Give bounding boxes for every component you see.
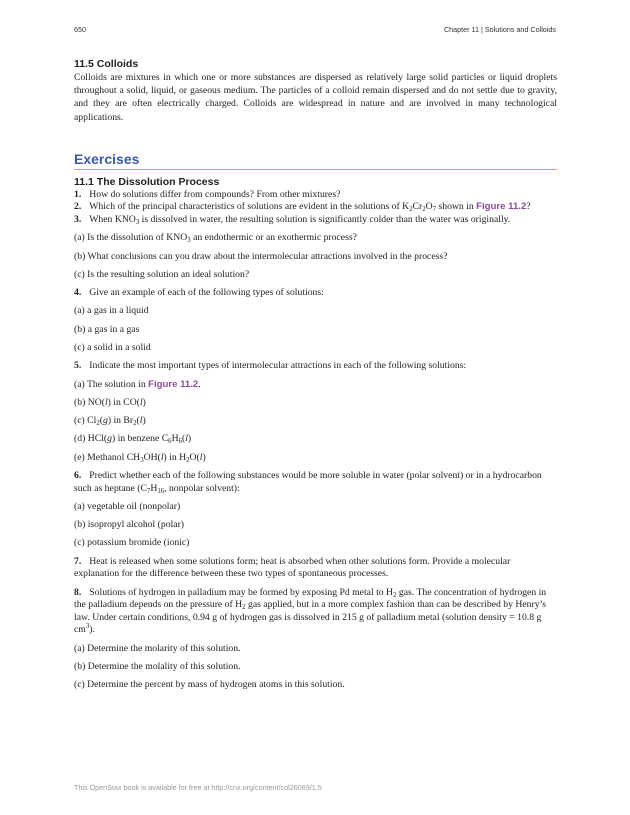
- question-text: H: [150, 482, 158, 494]
- colloids-paragraph: Colloids are mixtures in which one or more substances are dispersed as relatively large solid particles or liquid droplets throughout a solid, liquid, or gaseous medium. The particles of a colloid remain dispersed and do not settle due to gravity, and they are often electrically charged. Colloids are widespread in nature and are involved in many technological applications.: [74, 72, 557, 123]
- part-text: ) in Br: [107, 415, 134, 427]
- subscript: 2: [409, 206, 413, 214]
- question-text: Give an example of each of the following types of solutions:: [89, 287, 324, 299]
- question-text: is dissolved in water, the resulting solution is significantly colder than the water was originally.: [139, 214, 511, 225]
- chapter-header: Chapter 11 | Solutions and Colloids: [443, 25, 556, 34]
- part-text: O(: [189, 451, 200, 463]
- question-8-part-b: (b) Determine the molality of this solution.: [74, 660, 241, 672]
- part-text: .: [198, 378, 201, 390]
- question-5-part-a: [74, 379, 557, 392]
- subscript: 2: [242, 604, 246, 612]
- question-3-part-c: (c) Is the resulting solution an ideal solution?: [74, 268, 250, 280]
- question-text: shown in: [436, 201, 477, 213]
- part-text: an endothermic or an exothermic process?: [190, 232, 357, 244]
- question-text: How do solutions differ from compounds? From other mixtures?: [89, 188, 341, 200]
- question-text: Indicate the most important types of intermolecular attractions in each of the following solutions:: [89, 360, 467, 372]
- question-number: 6.: [74, 469, 82, 481]
- part-text: ): [142, 396, 146, 408]
- question-text: When KNO: [89, 214, 136, 225]
- question-text: Heat is released when some solutions form; heat is absorbed when other solutions form. Provide a molecular explanation for the difference between these two types of spontaneous processes.: [74, 555, 511, 580]
- subscript: 3: [135, 219, 140, 226]
- question-number: 5.: [74, 360, 82, 372]
- subscript: 6: [178, 438, 182, 446]
- figure-link[interactable]: Figure 11.2: [476, 201, 527, 213]
- part-text: (: [181, 433, 186, 445]
- part-text: ) in benzene C: [111, 433, 169, 445]
- question-4-part-c: (c) a solid in a solid: [74, 341, 151, 353]
- subscript: 3: [187, 237, 191, 245]
- question-number: 4.: [74, 287, 82, 299]
- question-5: [74, 360, 557, 373]
- state-symbol: l: [185, 433, 188, 445]
- footer-note: This OpenStax book is available for free at http://cnx.org/content/col26069/1.5: [74, 783, 322, 792]
- question-7: [74, 556, 557, 581]
- question-4-part-a: (a) a gas in a liquid: [74, 305, 149, 317]
- subscript: 2: [393, 591, 397, 599]
- question-text: Which of the principal characteristics of solutions are evident in the solutions of K: [89, 201, 410, 213]
- figure-link[interactable]: Figure 11.2: [148, 378, 199, 390]
- colloids-heading: 11.5 Colloids: [74, 58, 139, 70]
- question-number: 1.: [74, 188, 82, 200]
- question-text: ?: [526, 201, 531, 213]
- part-text: (e) Methanol CH: [74, 451, 141, 463]
- part-text: OH(: [143, 451, 161, 463]
- subscript: 7: [146, 487, 151, 495]
- question-4: [74, 287, 557, 300]
- page-number: 650: [74, 25, 86, 34]
- subscript: 7: [432, 206, 437, 214]
- part-text: H: [171, 433, 179, 445]
- question-6-part-a: (a) vegetable oil (nonpolar): [74, 500, 181, 512]
- state-symbol: l: [199, 451, 203, 463]
- part-text: ): [187, 433, 192, 445]
- question-5-part-b: [74, 397, 557, 410]
- question-text: O: [425, 201, 433, 213]
- question-text: Predict whether each of the following substances would be more soluble in water (polar solvent) or in a hydrocarbon such as heptane (C: [74, 469, 542, 494]
- question-8: [74, 587, 557, 637]
- question-3-part-b: (b) What conclusions can you draw about the intermolecular attractions involved in the process?: [74, 250, 448, 262]
- question-text: ).: [89, 624, 95, 636]
- question-number: 3.: [74, 214, 82, 225]
- question-text: gas. The concentration of hydrogen in the palladium depends on the pressure of H: [74, 586, 547, 611]
- state-symbol: l: [139, 396, 143, 408]
- question-6-part-c: (c) potassium bromide (ionic): [74, 537, 190, 549]
- part-text: ) in H: [163, 451, 187, 463]
- superscript: 3: [85, 623, 90, 631]
- question-5-part-c: [74, 415, 557, 428]
- question-text: Cr: [412, 201, 423, 213]
- state-symbol: l: [104, 396, 108, 408]
- subscript: 6: [168, 438, 172, 446]
- question-text: Solutions of hydrogen in palladium may be formed by exposing Pd metal to H: [89, 586, 394, 598]
- question-6-part-b: (b) isopropyl alcohol (polar): [74, 519, 185, 531]
- part-text: ): [142, 415, 146, 427]
- state-symbol: g: [102, 415, 108, 427]
- question-number: 8.: [74, 586, 82, 598]
- question-6: [74, 470, 557, 495]
- part-text: (a) The solution in: [74, 378, 149, 390]
- subscript: 3: [140, 456, 144, 464]
- question-3-part-a: [74, 232, 557, 245]
- state-symbol: l: [160, 451, 164, 463]
- question-8-part-a: (a) Determine the molarity of this solution.: [74, 642, 241, 654]
- subscript: 2: [133, 420, 137, 428]
- dissolution-subheading: 11.1 The Dissolution Process: [74, 175, 220, 188]
- question-text: gas applied, but in a more complex fashion than can be described by Henry’s law. Under certain conditions, 0.94 g of hydrogen gas is dissolved in 215 g of palladium metal (solution density = 10.8 g cm: [74, 599, 547, 636]
- page-content: [74, 58, 557, 692]
- part-text: (d) HCl(: [74, 433, 108, 445]
- state-symbol: g: [107, 433, 112, 445]
- subscript: 2: [186, 456, 190, 464]
- part-text: (c) Cl: [74, 415, 97, 427]
- part-text: (a) Is the dissolution of KNO: [74, 232, 188, 244]
- part-text: (: [99, 415, 103, 427]
- part-text: ): [202, 451, 206, 463]
- question-2: [74, 201, 557, 214]
- question-5-part-d: [74, 433, 557, 446]
- question-5-part-e: [74, 452, 557, 465]
- question-4-part-b: (b) a gas in a gas: [74, 323, 140, 335]
- question-number: 2.: [74, 201, 82, 213]
- subscript: 2: [422, 206, 426, 214]
- question-number: 7.: [74, 555, 82, 567]
- state-symbol: l: [139, 415, 143, 427]
- part-text: (: [136, 415, 140, 427]
- question-8-part-c: (c) Determine the percent by mass of hydrogen atoms in this solution.: [74, 679, 345, 691]
- subscript: 16: [157, 487, 165, 495]
- part-text: ) in CO(: [107, 396, 140, 408]
- exercises-heading: Exercises: [74, 151, 557, 170]
- question-3: [74, 214, 557, 227]
- part-text: (b) NO(: [74, 396, 105, 408]
- subscript: 2: [96, 420, 100, 428]
- question-text: , nonpolar solvent):: [164, 482, 240, 494]
- question-1: [74, 189, 557, 202]
